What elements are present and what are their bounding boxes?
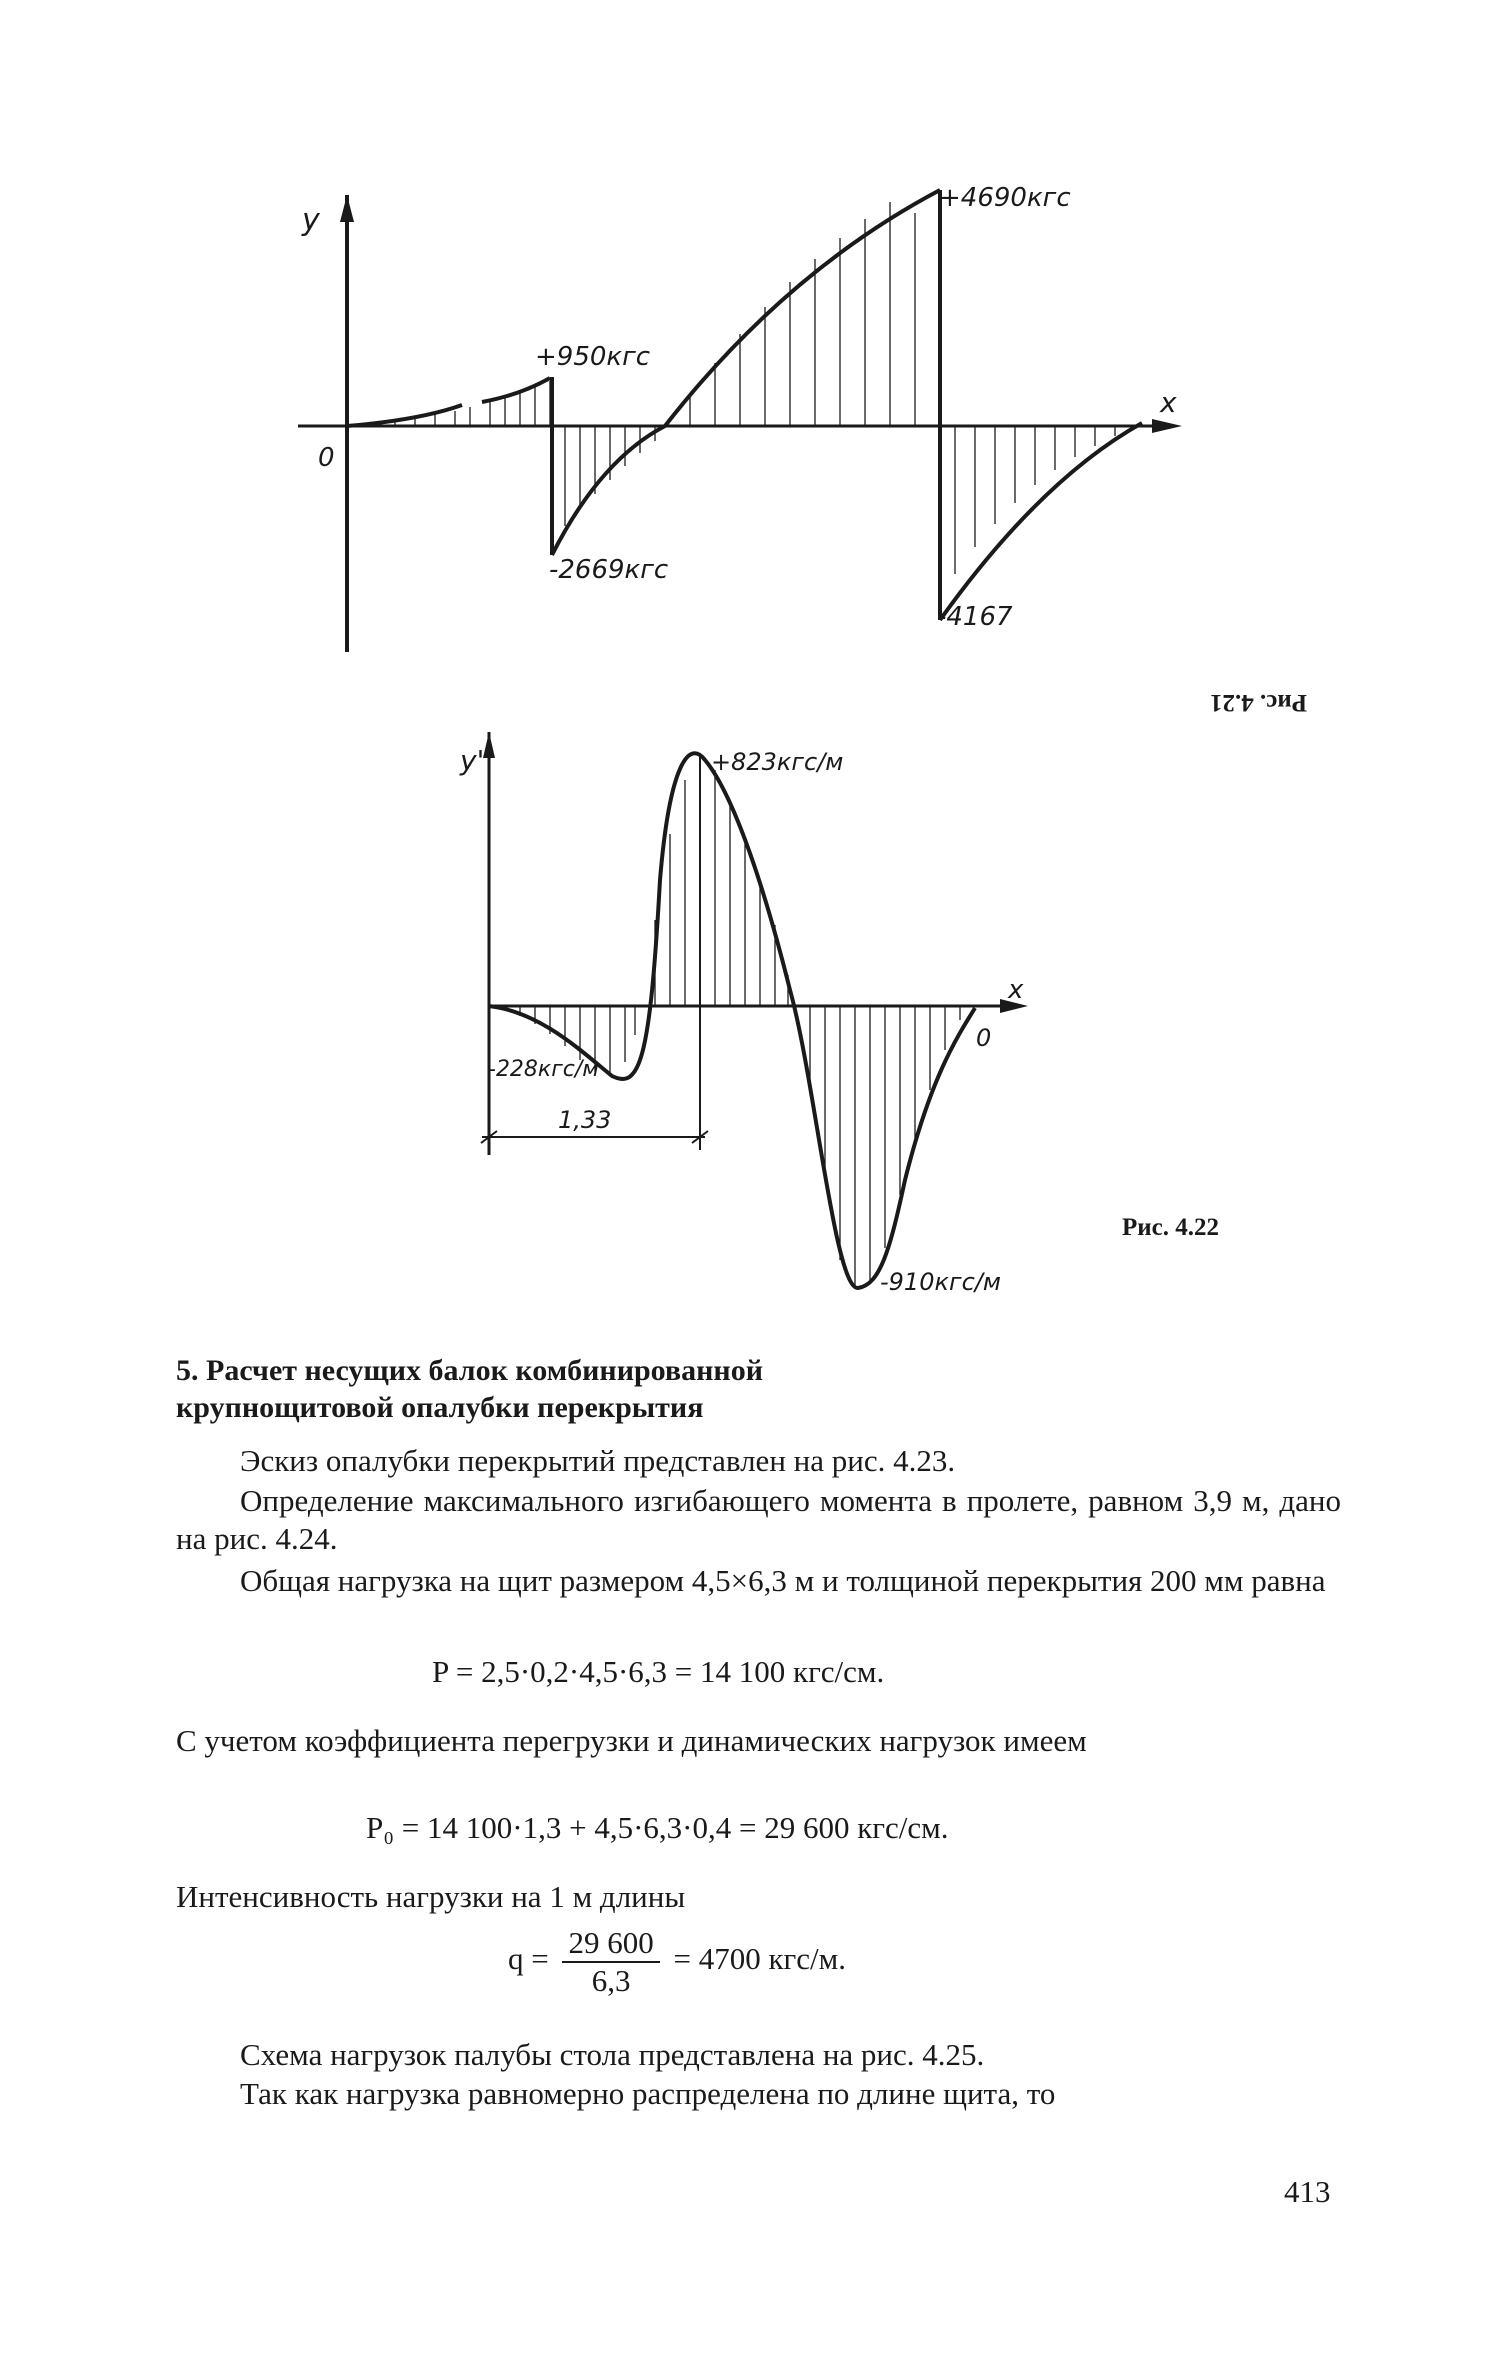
fig422-x-label: x xyxy=(1008,975,1024,1005)
formula-1: P = 2,5·0,2·4,5·6,3 = 14 100 кгс/см. xyxy=(432,1654,885,1689)
fig421-label-4167: -4167 xyxy=(937,602,1013,632)
fig422-label-823: +823кгс/м xyxy=(711,748,844,776)
formula-3 xyxy=(508,1925,846,1999)
paragraph-3: Общая нагрузка на щит размером 4,5×6,3 м и толщиной перекрытия 200 мм равна xyxy=(240,1563,1326,1598)
paragraph-5: Интенсивность нагрузки на 1 м длины xyxy=(176,1879,686,1914)
formula-3-numerator: 29 600 xyxy=(562,1925,659,1963)
formula-2: P₀ = 14 100·1,3 + 4,5·6,3·0,4 = 29 600 кгс/см. xyxy=(366,1810,949,1845)
fig421-x-label: x xyxy=(1160,386,1177,419)
figure-4-22-caption: Рис. 4.22 xyxy=(1122,1214,1220,1241)
fig421-y-label: y xyxy=(302,203,320,238)
formula-3-fraction xyxy=(562,1925,659,1999)
paragraph-7: Так как нагрузка равномерно распределена по длине щита, то xyxy=(240,2076,1056,2111)
section-heading xyxy=(176,1352,763,1426)
formula-3-denominator: 6,3 xyxy=(591,1963,631,1998)
page-number: 413 xyxy=(1284,2174,1331,2209)
fig421-label-4690: +4690кгс xyxy=(939,183,1071,213)
formula-3-lhs: q = xyxy=(508,1941,549,1977)
fig422-label-910: -910кгс/м xyxy=(880,1268,1001,1296)
fig422-dimension-line xyxy=(481,755,708,1150)
figure-4-21-caption: Рис. 4.21 xyxy=(1210,689,1308,716)
fig422-hatching xyxy=(505,762,960,1285)
fig421-label-2669: -2669кгс xyxy=(549,555,669,585)
section-heading-line-2: крупнощитовой опалубки перекрытия xyxy=(176,1391,704,1424)
fig422-label-228: -228кгс/м xyxy=(488,1057,599,1082)
fig421-origin-label: 0 xyxy=(318,443,335,473)
paragraph-4: С учетом коэффициента перегрузки и динамических нагрузок имеем xyxy=(176,1723,1087,1758)
paragraph-6: Схема нагрузок палубы стола представлена на рис. 4.25. xyxy=(240,2037,985,2072)
fig422-curve xyxy=(489,753,975,1288)
fig422-dimension-label: 1,33 xyxy=(558,1106,612,1134)
paragraph-1: Эскиз опалубки перекрытий представлен на рис. 4.23. xyxy=(240,1443,956,1478)
paragraph-2: Определение максимального изгибающего момента в пролете, равном 3,9 м, дано на рис. 4.24. xyxy=(176,1483,1341,1556)
section-heading-line-1: 5. Расчет несущих балок комбинированной xyxy=(176,1354,763,1387)
fig421-label-950: +950кгс xyxy=(535,342,651,372)
fig422-y-arrow xyxy=(483,732,495,758)
fig422-origin-label: 0 xyxy=(976,1024,992,1052)
formula-3-rhs: = 4700 кгс/м. xyxy=(673,1941,846,1977)
fig422-y-label: y' xyxy=(460,744,485,777)
